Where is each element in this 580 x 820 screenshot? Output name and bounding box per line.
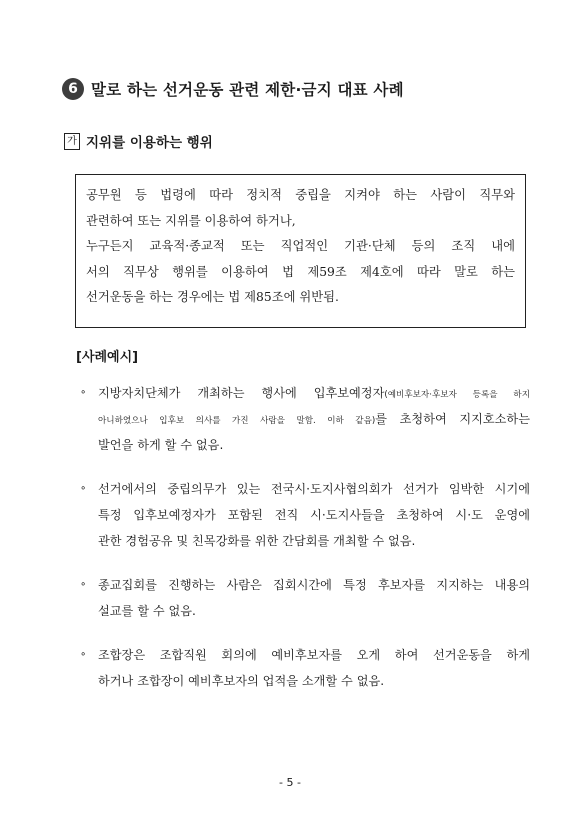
rule-line: 공무원 등 법령에 따라 정치적 중립을 지켜야 하는 사람이 직무와	[86, 188, 515, 202]
examples-label: [사례예시]	[76, 350, 139, 365]
example-line: 특정 입후보예정자가 포함된 전직 시·도지사들을 초청하여 시·도 운영에	[98, 508, 530, 522]
subsection-title-text: 지위를 이용하는 행위	[86, 135, 213, 151]
example-line: 발언을 하게 할 수 없음.	[98, 438, 224, 452]
rule-line: 누구든지 교육적·종교적 또는 직업적인 기관·단체 등의 조직 내에	[86, 239, 515, 254]
bullet-icon: ∘	[80, 483, 87, 494]
example-item	[80, 572, 530, 624]
subsection-title	[64, 131, 213, 151]
rule-line: 관련하여 또는 지위를 이용하여 하거나,	[86, 213, 296, 228]
example-line: 종교집회를 진행하는 사람은 집회시간에 특정 후보자를 지지하는 내용의	[98, 578, 530, 592]
section-number-badge: 6	[62, 78, 84, 100]
example-line: 선거에서의 중립의무가 있는 전국시·도지사협의회가 선거가 임박한 시기에	[98, 482, 530, 496]
bullet-icon: ∘	[80, 649, 87, 660]
bullet-icon: ∘	[80, 579, 87, 590]
example-line: 설교를 할 수 없음.	[98, 604, 196, 618]
example-line: 하거나 조합장이 예비후보자의 업적을 소개할 수 없음.	[98, 674, 385, 688]
example-line: 지방자치단체가 개최하는 행사에 입후보예정자(예비후보자·후보자 등록을 하지	[98, 386, 531, 400]
subsection-marker: 가	[64, 133, 80, 150]
example-line: 관한 경험공유 및 친목강화를 위한 간담회를 개최할 수 없음.	[98, 534, 416, 548]
rule-line: 선거운동을 하는 경우에는 법 제85조에 위반됨.	[86, 290, 339, 305]
example-item	[80, 642, 530, 694]
example-item	[80, 380, 530, 458]
bullet-icon: ∘	[80, 387, 87, 398]
examples-list	[80, 380, 530, 712]
page-number: - 5 -	[279, 776, 301, 789]
section-title-text: 말로 하는 선거운동 관련 제한·금지 대표 사례	[91, 81, 404, 99]
example-line: 아니하였으나 입후보 의사를 가진 사람을 말함. 이하 같음)를 초청하여 지지호소하는	[98, 412, 530, 426]
example-line: 조합장은 조합직원 회의에 예비후보자를 오게 하여 선거운동을 하게	[98, 648, 530, 662]
section-title	[62, 78, 404, 100]
rule-line: 서의 직무상 행위를 이용하여 법 제59조 제4호에 따라 말로 하는	[86, 264, 515, 279]
example-item	[80, 476, 530, 554]
rule-box	[75, 174, 526, 328]
